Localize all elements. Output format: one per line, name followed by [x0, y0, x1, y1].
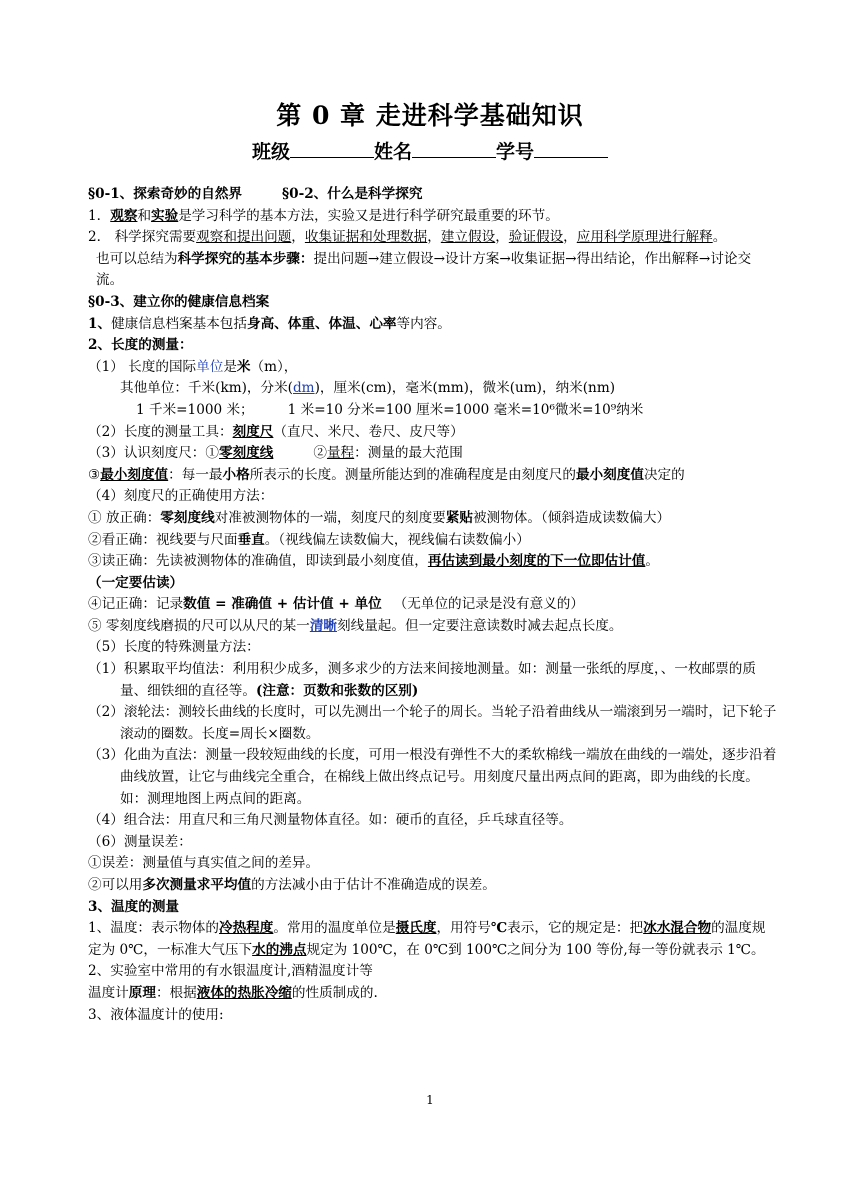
error-definition: ①误差：测量值与真实值之间的差异。: [88, 855, 320, 872]
section-0-1: §0-1、探索奇妙的自然界: [88, 186, 243, 202]
text: 其他单位：千米(km)，分米(: [120, 380, 293, 397]
step-term: 收集证据和处理数据: [304, 229, 428, 246]
text: ，: [563, 229, 577, 246]
text: 。: [712, 229, 727, 246]
record-formula: 数值 = 准确值 + 估计值 + 单位: [183, 596, 382, 613]
usage-read: [88, 551, 778, 573]
class-blank[interactable]: [290, 140, 374, 158]
class-label: 班级: [251, 141, 290, 163]
ruler-usage-heading: （4）刻度尺的正确使用方法：: [88, 488, 274, 505]
text: 是学习科学的基本方法，实验又是进行科学研究最重要的环节。: [178, 207, 559, 224]
zero-mark-term: 零刻度线: [160, 509, 215, 526]
text: ②可以用: [88, 877, 143, 893]
text: ②看正确：视线要与尺面: [88, 531, 238, 548]
name-label: 姓名: [373, 141, 412, 163]
length-unit: [88, 357, 778, 379]
special-methods-heading: （5）长度的特殊测量方法：: [88, 639, 260, 656]
term-experiment: 实验: [151, 207, 179, 224]
text: 1、温度：表示物体的: [88, 920, 219, 937]
text: 被测物体。（倾斜造成读数偏大）: [472, 509, 671, 526]
content-body: [88, 184, 778, 1026]
length-heading: 2、长度的测量：: [88, 337, 193, 354]
text: 。: [645, 553, 659, 570]
text: 的方法减小由于估计不准确造成的误差。: [251, 877, 496, 893]
health-point-1: [88, 314, 778, 336]
clear-link[interactable]: 清晰: [309, 617, 338, 634]
text: （1）积累取平均值法：利用积少成多，测多求少的方法来间接地测量。如：测量一张纸的厚度，、一枚邮票的质量、细铁细的直径等。: [88, 661, 756, 699]
text: 表示，它的规定是：把: [507, 920, 644, 937]
inquiry-steps: [88, 249, 778, 292]
text: 健康信息档案基本包括: [111, 315, 247, 332]
measuring-tools: [88, 422, 778, 444]
close-fit-term: 紧贴: [445, 509, 473, 526]
text: 和: [137, 207, 152, 224]
unit-conversions: [88, 400, 778, 422]
text: （无单位的记录是没有意义的）: [393, 596, 584, 613]
must-estimate-note: （一定要估读）: [88, 574, 184, 591]
usage-place: [88, 508, 778, 530]
text: 等内容。: [396, 315, 451, 332]
km-conversion: 1 千米=1000 米；: [136, 401, 254, 418]
text: （2）长度的测量工具：: [88, 423, 233, 440]
worn-ruler: [88, 616, 778, 638]
text: ⑤ 零刻度线磨损的尺可以从尺的某一: [88, 617, 310, 634]
estimate-rule: 再估读到最小刻度的下一位即估计值: [427, 553, 646, 570]
method-curve-to-line: （3）化曲为直法：测量一段较短曲线的长度，可用一根没有弹性不大的柔软棉线一端放在曲线的一端处，逐步沿着曲线放置，让它与曲线完全重合，在棉线上做出终点记号。用刻度尺量出两点间的距离，即为曲线的长度。如：测理地图上两点间的距离。: [88, 747, 777, 807]
point-1: [88, 206, 778, 228]
text: ，: [427, 229, 441, 246]
min-division-term: 最小刻度值: [575, 466, 644, 483]
id-label: 学号: [496, 141, 535, 163]
name-blank[interactable]: [412, 140, 496, 158]
text: ②: [313, 445, 327, 462]
other-units: [88, 378, 778, 400]
page-number: 1: [426, 1093, 434, 1107]
text: （直尺、米尺、卷尺、皮尺等）: [273, 423, 464, 440]
boiling-point-term: 水的沸点: [252, 941, 307, 958]
usage-view: [88, 530, 778, 552]
error-reduction: [88, 875, 778, 897]
point-2: [88, 227, 778, 249]
celsius-symbol: ℃: [490, 920, 508, 937]
average-term: 多次测量求平均值: [142, 877, 252, 893]
expansion-term: 液体的热胀冷缩: [196, 984, 292, 1001]
text: 。常用的温度单位是: [273, 920, 396, 937]
hot-cold-term: 冷热程度: [219, 920, 274, 937]
m-conversion: 1 米=10 分米=100 厘米=1000 毫米=10⁶微米=10⁹纳米: [287, 401, 644, 418]
section-heading-0-3: §0-3、建立你的健康信息档案: [88, 293, 270, 310]
unit-link[interactable]: 单位: [196, 358, 224, 375]
text: 提出问题→建立假设→设计方案→收集证据→得出结论，作出解释→讨论交流。: [96, 250, 752, 289]
text: ：根据: [155, 984, 197, 1001]
text: （m），: [250, 358, 298, 375]
zero-mark-term: 零刻度线: [219, 445, 274, 462]
chapter-title: 第 0 章 走进科学基础知识: [276, 101, 584, 130]
method-wheel: （2）滚轮法：测较长曲线的长度时，可以先测出一个轮子的周长。当轮子沿着曲线从一端滚到另一端时，记下轮子滚动的圈数。长度=周长×圈数。: [88, 704, 777, 742]
text: ，用符号: [436, 920, 491, 937]
thermometer-usage-heading: 3、液体温度计的使用:: [88, 1006, 224, 1023]
error-heading: （6）测量误差：: [88, 833, 192, 850]
text: 所表示的长度。测量所能达到的准确程度是由刻度尺的: [249, 466, 576, 483]
text: 。（视线偏左读数偏大，视线偏右读数偏小）: [264, 531, 530, 548]
section-heading-0-1-0-2: [88, 184, 778, 206]
note-pages: (注意：页数和张数的区别): [255, 682, 419, 699]
health-items: 身高、体重、体温、心率: [247, 315, 397, 332]
ice-water-term: 冰水混合物: [643, 920, 712, 937]
dm-link[interactable]: dm: [292, 380, 315, 397]
text: 也可以总结为: [96, 250, 178, 267]
text: 决定的: [643, 466, 685, 483]
text: 规定为 100℃，在 0℃到 100℃之间分为 100 等份,每一等份就表示 1℃。: [306, 941, 765, 958]
text: ① 放正确：: [88, 509, 161, 526]
method-accumulate: [88, 659, 778, 702]
text: ：每一最: [168, 466, 223, 483]
ruler-parts: [88, 443, 778, 465]
small-grid-term: 小格: [222, 466, 250, 483]
usage-record: [88, 594, 778, 616]
meter-term: 米: [236, 358, 251, 375]
thermometer-types: 2、实验室中常用的有水银温度计,酒精温度计等: [88, 963, 373, 980]
text: ：测量的最大范围: [354, 445, 463, 462]
id-blank[interactable]: [534, 140, 608, 158]
point-number: 1．: [88, 207, 111, 224]
step-term: 观察和提出问题: [196, 229, 292, 246]
range-term: 量程: [326, 445, 355, 462]
step-term: 应用科学原理进行解释: [576, 229, 713, 246]
thermometer-principle: [88, 983, 778, 1005]
section-0-2: §0-2、什么是科学探究: [282, 186, 423, 202]
text: 温度计: [88, 984, 129, 1001]
min-division: [88, 465, 778, 487]
vertical-term: 垂直: [237, 531, 265, 548]
student-info-line: [0, 137, 860, 164]
text: ，: [495, 229, 509, 246]
text: （1） 长度的国际: [88, 358, 197, 375]
text: （3）认识刻度尺：①: [88, 445, 219, 462]
method-combination: （4）组合法：用直尺和三角尺测量物体直径。如：硬币的直径，乒乓球直径等。: [88, 812, 573, 829]
step-term: 验证假设: [508, 229, 564, 246]
ruler-term: 刻度尺: [232, 423, 274, 440]
point-number: 1、: [88, 315, 112, 332]
text: 对准被测物体的一端，刻度尺的刻度要: [214, 509, 446, 526]
text: 的温度规定为 0℃，一标准大气压下: [88, 920, 766, 958]
term-observe: 观察: [110, 207, 138, 224]
text: ，: [291, 229, 305, 246]
text: ③: [88, 466, 101, 483]
text: 2． 科学探究需要: [88, 229, 197, 246]
celsius-term: 摄氏度: [395, 920, 437, 937]
temperature-definition: [88, 918, 778, 961]
steps-label: 科学探究的基本步骤：: [177, 250, 314, 267]
principle-term: 原理: [128, 984, 156, 1001]
text: )，厘米(cm)，毫米(mm)，微米(um)，纳米(nm): [314, 380, 616, 397]
text: ③读正确：先读被测物体的准确值，即读到最小刻度值，: [88, 553, 428, 570]
text: 是: [223, 358, 237, 375]
step-term: 建立假设: [440, 229, 496, 246]
text: ④记正确：记录: [88, 596, 184, 613]
min-division-term: 最小刻度值: [100, 466, 169, 483]
text: 的性质制成的.: [291, 984, 378, 1001]
temperature-heading: 3、温度的测量: [88, 898, 180, 915]
text: 刻线量起。但一定要注意读数时减去起点长度。: [337, 617, 623, 634]
